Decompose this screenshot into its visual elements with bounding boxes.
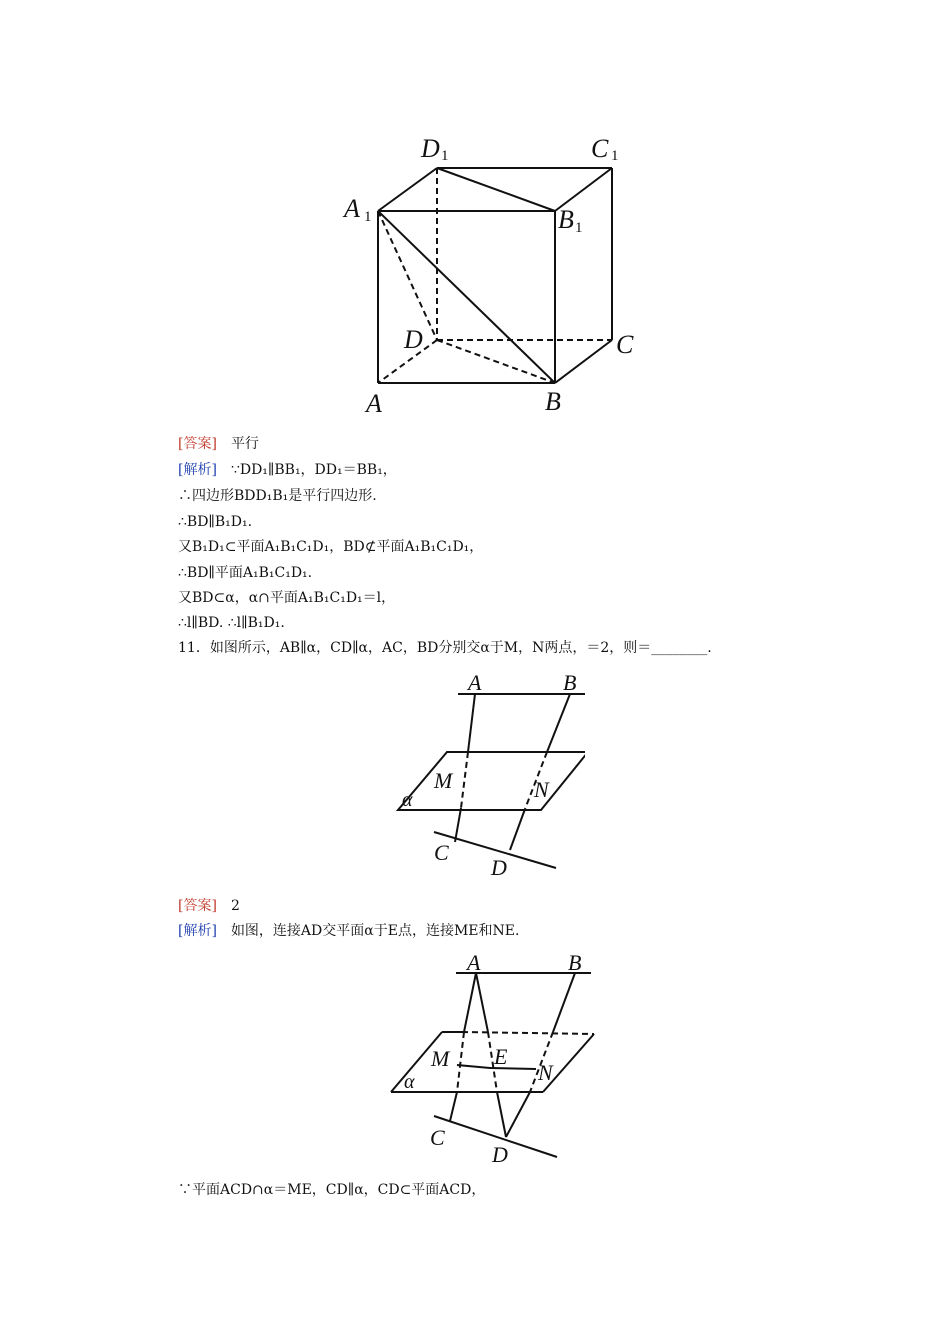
cube-figure: [330, 125, 650, 425]
label-B: B: [563, 670, 577, 695]
label-A: A: [467, 950, 481, 975]
label-D: D: [404, 325, 423, 354]
label-A: A: [468, 670, 482, 695]
label-C: C: [434, 840, 449, 865]
solution-1-line-3: 又B₁D₁⊂平面A₁B₁C₁D₁，BD⊄平面A₁B₁C₁D₁，: [178, 539, 484, 555]
label-A: A: [366, 389, 382, 418]
label-C1-sub: 1: [611, 148, 619, 164]
solution-1-line-6: ∴l∥BD. ∴l∥B₁D₁.: [178, 615, 285, 631]
label-B1-sub: 1: [575, 220, 583, 236]
label-M: M: [434, 768, 453, 793]
solution-1-line-0: [178, 460, 397, 480]
label-B1: B: [558, 205, 574, 234]
label-A1: A: [344, 194, 360, 223]
label-B: B: [545, 387, 561, 416]
label-D1-sub: 1: [441, 148, 449, 164]
answer-text: 2: [230, 898, 240, 914]
label-E: E: [494, 1044, 508, 1069]
label-C1: C: [591, 134, 609, 163]
label-alpha: α: [404, 1071, 415, 1093]
solution-1-line-1: ∴四边形BDD₁B₁是平行四边形.: [178, 488, 377, 504]
solution-text: ∵DD₁∥BB₁，DD₁＝BB₁，: [230, 462, 397, 478]
label-A1-sub: 1: [364, 209, 372, 225]
solution-1-line-4: ∴BD∥平面A₁B₁C₁D₁.: [178, 565, 313, 581]
answer-1: [178, 434, 259, 454]
label-C: C: [616, 330, 634, 359]
label-D: D: [492, 1142, 508, 1167]
question-11: 11．如图所示，AB∥α，CD∥α，AC，BD分别交α于M，N两点，＝2，则＝________.: [178, 640, 712, 656]
label-N: N: [534, 777, 549, 802]
answer-2: [178, 896, 240, 916]
plane-figure: [385, 668, 585, 883]
answer-tag: [答案]: [178, 898, 217, 914]
answer-tag: [答案]: [178, 436, 217, 452]
solution-1-line-2: ∴BD∥B₁D₁.: [178, 514, 253, 530]
plane-figure-with-e: [385, 945, 595, 1170]
solution-1-line-5: 又BD⊂α，α∩平面A₁B₁C₁D₁＝l，: [178, 590, 396, 606]
label-B: B: [568, 950, 582, 975]
label-M: M: [431, 1046, 450, 1071]
solution-text: 如图，连接AD交平面α于E点，连接ME和NE.: [230, 923, 520, 939]
label-C: C: [430, 1125, 445, 1150]
label-N: N: [538, 1060, 553, 1085]
solution-tag: [解析]: [178, 923, 217, 939]
solution-2: [178, 921, 519, 941]
solution-tag: [解析]: [178, 462, 217, 478]
closing-line: ∵平面ACD∩α＝ME，CD∥α，CD⊂平面ACD，: [178, 1182, 486, 1198]
label-alpha: α: [402, 789, 413, 811]
label-D1: D: [421, 134, 440, 163]
answer-text: 平行: [230, 436, 259, 452]
label-D: D: [491, 855, 507, 880]
